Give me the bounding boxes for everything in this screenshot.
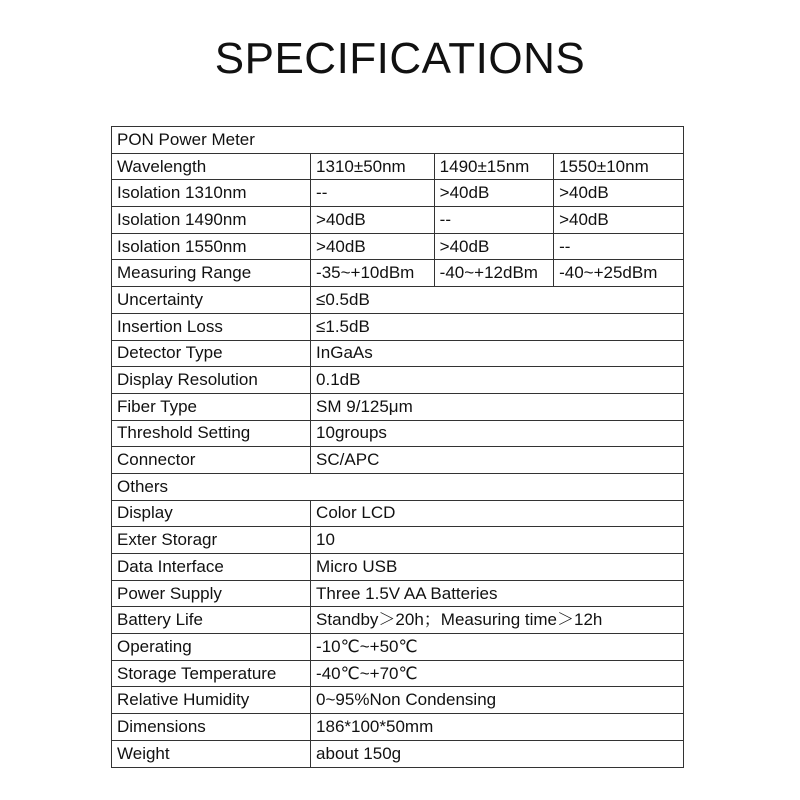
table-row xyxy=(112,313,684,340)
row-value: -40℃~+70℃ xyxy=(311,660,684,687)
row-value: ≤0.5dB xyxy=(311,287,684,314)
row-value: >40dB xyxy=(434,233,553,260)
row-label: Insertion Loss xyxy=(112,313,311,340)
row-value: -10℃~+50℃ xyxy=(311,634,684,661)
row-value: -40~+25dBm xyxy=(554,260,684,287)
row-label: Isolation 1490nm xyxy=(112,207,311,234)
row-value: SC/APC xyxy=(311,447,684,474)
row-label: Uncertainty xyxy=(112,287,311,314)
row-label: Display xyxy=(112,500,311,527)
row-value: Color LCD xyxy=(311,500,684,527)
row-value: -35~+10dBm xyxy=(311,260,435,287)
row-value: Three 1.5V AA Batteries xyxy=(311,580,684,607)
row-value: 1310±50nm xyxy=(311,153,435,180)
table-row xyxy=(112,607,684,634)
row-label: Measuring Range xyxy=(112,260,311,287)
row-label: Isolation 1550nm xyxy=(112,233,311,260)
table-row xyxy=(112,260,684,287)
row-value: 0.1dB xyxy=(311,367,684,394)
table-row xyxy=(112,287,684,314)
table-row xyxy=(112,554,684,581)
row-value: >40dB xyxy=(554,207,684,234)
table-row xyxy=(112,500,684,527)
row-label: Relative Humidity xyxy=(112,687,311,714)
row-label: Weight xyxy=(112,740,311,767)
row-value: >40dB xyxy=(554,180,684,207)
table-row xyxy=(112,687,684,714)
row-label: Wavelength xyxy=(112,153,311,180)
row-label: Storage Temperature xyxy=(112,660,311,687)
table-row xyxy=(112,127,684,154)
row-value: -- xyxy=(434,207,553,234)
table-row xyxy=(112,580,684,607)
section-header-others: Others xyxy=(112,473,684,500)
row-label: Display Resolution xyxy=(112,367,311,394)
table-row xyxy=(112,393,684,420)
table-row xyxy=(112,714,684,741)
row-label: Dimensions xyxy=(112,714,311,741)
row-value: 186*100*50mm xyxy=(311,714,684,741)
row-value: about 150g xyxy=(311,740,684,767)
row-label: Detector Type xyxy=(112,340,311,367)
specifications-table xyxy=(111,126,684,768)
row-label: Isolation 1310nm xyxy=(112,180,311,207)
row-value: 1490±15nm xyxy=(434,153,553,180)
page-title: SPECIFICATIONS xyxy=(214,34,586,83)
table-row xyxy=(112,473,684,500)
row-value: 1550±10nm xyxy=(554,153,684,180)
row-value: Micro USB xyxy=(311,554,684,581)
row-value: -- xyxy=(311,180,435,207)
table-row xyxy=(112,420,684,447)
row-value: >40dB xyxy=(311,207,435,234)
table-row xyxy=(112,153,684,180)
row-label: Battery Life xyxy=(112,607,311,634)
row-value: ≤1.5dB xyxy=(311,313,684,340)
row-label: Threshold Setting xyxy=(112,420,311,447)
row-value: InGaAs xyxy=(311,340,684,367)
row-value: 10groups xyxy=(311,420,684,447)
row-label: Connector xyxy=(112,447,311,474)
row-value: 0~95%Non Condensing xyxy=(311,687,684,714)
table-row xyxy=(112,233,684,260)
row-value: >40dB xyxy=(434,180,553,207)
table-row xyxy=(112,660,684,687)
row-value: -- xyxy=(554,233,684,260)
table-row xyxy=(112,367,684,394)
table-row xyxy=(112,207,684,234)
row-label: Fiber Type xyxy=(112,393,311,420)
row-label: Exter Storagr xyxy=(112,527,311,554)
table-row xyxy=(112,340,684,367)
table-row xyxy=(112,740,684,767)
row-value: 10 xyxy=(311,527,684,554)
row-label: Data Interface xyxy=(112,554,311,581)
section-header-pon: PON Power Meter xyxy=(112,127,684,154)
row-value: Standby＞20h；Measuring time＞12h xyxy=(311,607,684,634)
table-row xyxy=(112,180,684,207)
row-value: -40~+12dBm xyxy=(434,260,553,287)
table-row xyxy=(112,527,684,554)
row-value: SM 9/125μm xyxy=(311,393,684,420)
row-label: Operating xyxy=(112,634,311,661)
table-row xyxy=(112,447,684,474)
row-value: >40dB xyxy=(311,233,435,260)
table-row xyxy=(112,634,684,661)
row-label: Power Supply xyxy=(112,580,311,607)
